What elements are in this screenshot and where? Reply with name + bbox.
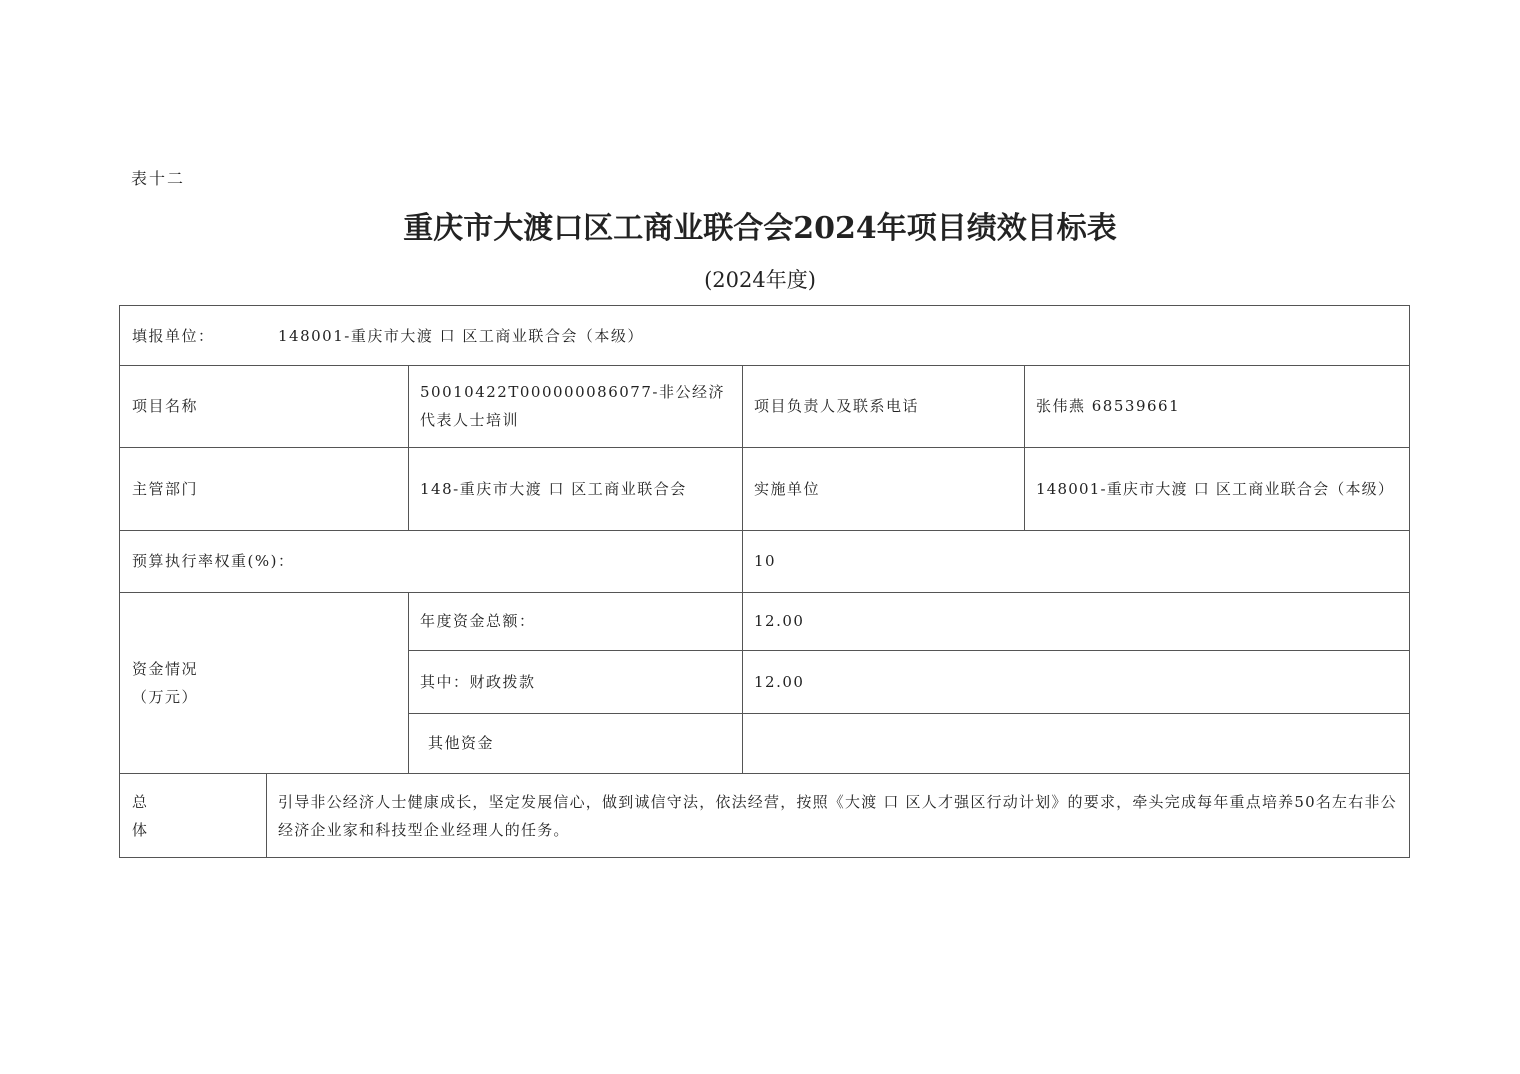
table-number-label: 表十二 bbox=[131, 169, 186, 188]
fiscal-value: 12.00 bbox=[754, 672, 805, 691]
impl-unit-label: 实施单位 bbox=[754, 479, 821, 498]
funds-label bbox=[120, 592, 408, 773]
document-title: 重庆市大渡口区工商业联合会2024年项目绩效目标表 bbox=[403, 211, 1117, 246]
project-name-label: 项目名称 bbox=[132, 397, 199, 415]
overall-label-line1: 总 bbox=[132, 792, 149, 811]
overall-target-label bbox=[120, 773, 266, 858]
dept-value: 148-重庆市大渡 口 区工商业联合会 bbox=[420, 479, 687, 498]
other-funds-label: 其他资金 bbox=[428, 734, 495, 752]
annual-total-value: 12.00 bbox=[754, 612, 805, 630]
other-funds-value bbox=[742, 713, 1409, 773]
overall-label-line2: 体 bbox=[132, 820, 149, 839]
performance-target-table bbox=[119, 305, 1410, 858]
funds-label-line2: （万元） bbox=[132, 687, 199, 706]
impl-unit-value: 148001-重庆市大渡 口 区工商业联合会（本级） bbox=[1036, 479, 1395, 498]
project-leader-label: 项目负责人及联系电话 bbox=[754, 397, 920, 415]
funds-label-line1: 资金情况 bbox=[132, 659, 199, 678]
reporting-unit-label: 填报单位： bbox=[132, 326, 215, 345]
project-name-value: 50010422T000000086077-非公经济代表人士培训 bbox=[420, 383, 725, 429]
document-subtitle: (2024年度) bbox=[704, 268, 816, 292]
dept-label: 主管部门 bbox=[132, 479, 199, 498]
annual-total-label: 年度资金总额： bbox=[420, 612, 536, 630]
overall-target-text: 引导非公经济人士健康成长，坚定发展信心，做到诚信守法，依法经营，按照《大渡 口 区人才强区行动计划》的要求，牵头完成每年重点培养50名左右非公经济企业家和科技型企业经理人的任务。 bbox=[278, 792, 1397, 839]
budget-weight-label: 预算执行率权重(%)： bbox=[132, 552, 295, 570]
budget-weight-value: 10 bbox=[754, 552, 777, 570]
fiscal-label: 其中：财政拨款 bbox=[420, 672, 536, 691]
reporting-unit-value: 148001-重庆市大渡 口 区工商业联合会（本级） bbox=[278, 326, 644, 345]
project-leader-value: 张伟燕 68539661 bbox=[1036, 397, 1181, 415]
